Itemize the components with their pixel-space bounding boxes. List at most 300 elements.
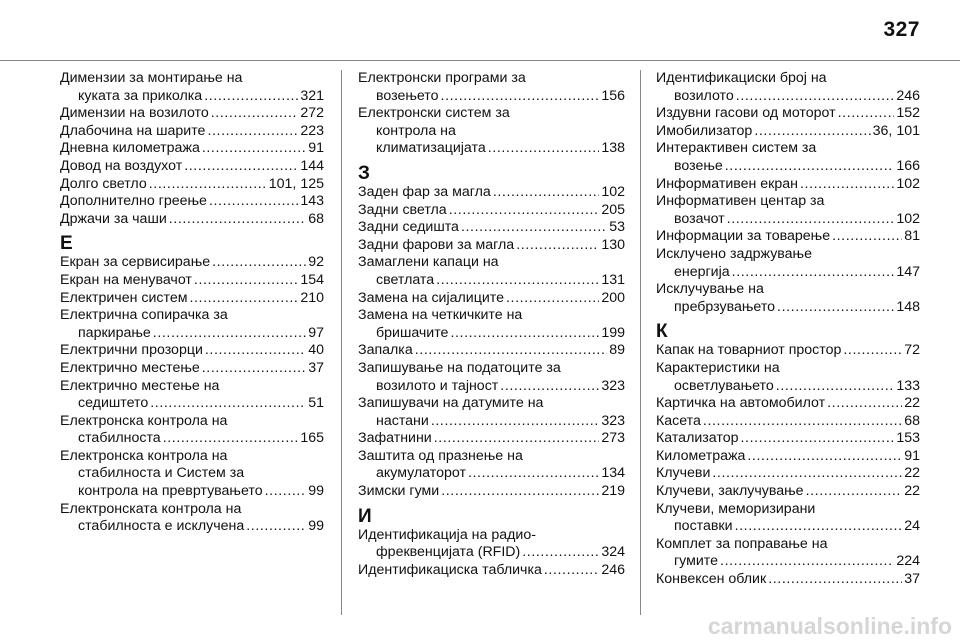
index-entry xyxy=(656,360,920,395)
index-entry xyxy=(60,105,324,123)
index-entry xyxy=(656,448,920,466)
index-entry xyxy=(358,562,625,580)
index-entry-line xyxy=(656,342,920,360)
leader-dots xyxy=(735,518,903,536)
leader-dots xyxy=(436,272,599,290)
page-reference[interactable]: 273 xyxy=(601,430,625,447)
index-entry-line xyxy=(60,254,324,272)
index-term: Идентификација на радио- xyxy=(358,526,536,543)
index-term: Исклучување на xyxy=(656,281,764,298)
index-entry-line xyxy=(60,465,324,483)
index-entry-line xyxy=(656,299,920,317)
index-entry-line xyxy=(358,413,625,431)
index-term: акумулаторот xyxy=(376,465,466,482)
index-entry xyxy=(358,527,625,562)
index-entry xyxy=(656,483,920,501)
index-entry-line xyxy=(60,360,324,378)
leader-dots xyxy=(740,430,894,448)
leader-dots xyxy=(265,483,307,501)
page-reference[interactable]: 246 xyxy=(896,87,920,104)
page-reference[interactable]: 99 xyxy=(308,483,324,500)
index-column-2 xyxy=(358,70,625,615)
index-term: Информативен екран xyxy=(656,175,798,192)
leader-dots xyxy=(838,105,895,123)
leader-dots xyxy=(800,176,894,194)
index-entry xyxy=(60,254,324,272)
leader-dots xyxy=(468,465,599,483)
leader-dots xyxy=(153,325,306,343)
index-term: возилото и тајност xyxy=(376,377,499,394)
index-term: Електронска контрола на xyxy=(60,447,228,464)
index-entry xyxy=(60,342,324,360)
leader-dots xyxy=(703,413,902,431)
index-entry-line xyxy=(358,562,625,580)
index-entry-line xyxy=(60,307,324,325)
page-reference[interactable]: 133 xyxy=(896,377,920,394)
index-entry-line xyxy=(60,105,324,123)
index-term: пребрзувањето xyxy=(674,298,776,315)
index-term: Запалка xyxy=(358,342,413,359)
index-entry xyxy=(656,395,920,413)
index-entry xyxy=(358,290,625,308)
index-entry-line xyxy=(358,544,625,562)
index-entry xyxy=(656,465,920,483)
index-term: Дневна километража xyxy=(60,140,200,157)
page-reference[interactable]: 219 xyxy=(601,483,625,500)
leader-dots xyxy=(488,140,600,158)
index-entry-line xyxy=(358,237,625,255)
page-reference[interactable]: 36, 101 xyxy=(872,122,920,139)
index-term: Клучеви xyxy=(656,465,711,482)
leader-dots xyxy=(189,290,298,308)
index-entry xyxy=(358,219,625,237)
index-entry-line xyxy=(656,553,920,571)
leader-dots xyxy=(506,290,599,308)
index-entry xyxy=(656,501,920,536)
page-reference[interactable]: 24 xyxy=(904,518,920,535)
leader-dots xyxy=(727,211,895,229)
index-entry-line xyxy=(358,378,625,396)
index-entry-line xyxy=(358,290,625,308)
index-entry xyxy=(358,105,625,158)
index-entry-line xyxy=(358,123,625,141)
leader-dots xyxy=(149,176,267,194)
page-reference[interactable]: 99 xyxy=(308,518,324,535)
page-reference[interactable]: 102 xyxy=(896,175,920,192)
leader-dots xyxy=(776,378,895,396)
leader-dots xyxy=(500,378,599,396)
index-entry-line xyxy=(358,140,625,158)
index-entry xyxy=(358,483,625,501)
leader-dots xyxy=(205,342,306,360)
index-entry xyxy=(60,158,324,176)
index-entry-line xyxy=(60,272,324,290)
index-entry xyxy=(656,246,920,281)
page-reference[interactable]: 92 xyxy=(308,254,324,271)
index-term: Идентификациски број на xyxy=(656,70,827,86)
page-reference[interactable]: 323 xyxy=(601,412,625,429)
page-reference[interactable]: 72 xyxy=(904,342,920,359)
leader-dots xyxy=(777,299,894,317)
leader-dots xyxy=(434,430,600,448)
page-reference[interactable]: 224 xyxy=(896,553,920,570)
leader-dots xyxy=(449,202,600,220)
index-term: Довод на воздухот xyxy=(60,157,183,174)
index-entry-line xyxy=(656,413,920,431)
index-entry-line xyxy=(60,176,324,194)
leader-dots xyxy=(544,562,599,580)
column-divider xyxy=(640,70,641,615)
index-entry-line xyxy=(358,527,625,545)
index-term: Електронската контрола на xyxy=(60,500,242,517)
index-term: Комплет за поправање на xyxy=(656,535,828,552)
index-term: Карактеристики на xyxy=(656,359,780,376)
page-reference[interactable]: 200 xyxy=(601,289,625,306)
index-entry xyxy=(656,140,920,175)
index-term: Електрично местење на xyxy=(60,377,220,394)
watermark: carmanualsonline.info xyxy=(707,613,952,639)
index-entry-line xyxy=(656,176,920,194)
index-entry xyxy=(358,307,625,342)
page-reference[interactable]: 223 xyxy=(300,122,324,139)
index-letter-heading: И xyxy=(358,505,372,527)
index-entry-line xyxy=(60,88,324,106)
index-entry-line xyxy=(60,501,324,519)
leader-dots xyxy=(832,228,902,246)
index-term: возењето xyxy=(376,87,439,104)
index-entry xyxy=(60,448,324,501)
index-term: седиштето xyxy=(78,395,149,412)
page-reference[interactable]: 89 xyxy=(609,342,625,359)
page-reference[interactable]: 143 xyxy=(300,193,324,210)
index-entry-line xyxy=(656,378,920,396)
index-entry-line xyxy=(358,272,625,290)
page-reference[interactable]: 272 xyxy=(300,105,324,122)
index-entry xyxy=(656,281,920,316)
index-entry-line xyxy=(60,378,324,396)
index-term: климатизацијата xyxy=(376,140,486,157)
leader-dots xyxy=(843,342,902,360)
page-reference[interactable]: 53 xyxy=(609,219,625,236)
index-entry xyxy=(60,123,324,141)
index-entry-line xyxy=(60,518,324,536)
index-term: Заден фар за магла xyxy=(358,183,491,200)
index-entry-line xyxy=(358,105,625,123)
index-term: Екран на менувачот xyxy=(60,271,192,288)
index-entry-line xyxy=(656,140,920,158)
index-entry-line xyxy=(656,105,920,123)
page-reference[interactable]: 154 xyxy=(300,271,324,288)
page-reference[interactable]: 37 xyxy=(308,359,324,376)
index-term: светлата xyxy=(376,271,435,288)
index-entry xyxy=(60,307,324,342)
index-entry-line xyxy=(358,307,625,325)
page-reference[interactable]: 101, 125 xyxy=(268,175,324,192)
index-term: Картичка на автомобилот xyxy=(656,395,826,412)
page-reference[interactable]: 102 xyxy=(601,183,625,200)
index-term: контрола на превртувањето xyxy=(78,483,263,500)
index-term: Екран за сервисирање xyxy=(60,254,211,271)
index-term: Касета xyxy=(656,412,701,429)
page-reference[interactable]: 166 xyxy=(896,157,920,174)
index-term: стабилноста и Систем за xyxy=(78,465,245,482)
index-entry-line xyxy=(656,193,920,211)
index-entry-line xyxy=(358,202,625,220)
index-entry-line xyxy=(60,342,324,360)
index-entry-line xyxy=(60,395,324,413)
page-reference[interactable]: 91 xyxy=(904,447,920,464)
index-term: Електронски систем за xyxy=(358,105,510,122)
leader-dots xyxy=(194,272,298,290)
page-reference[interactable]: 68 xyxy=(904,412,920,429)
index-entry xyxy=(60,211,324,229)
index-entry-line xyxy=(60,290,324,308)
page-reference[interactable]: 246 xyxy=(601,561,625,578)
index-entry xyxy=(358,360,625,395)
leader-dots xyxy=(754,123,870,141)
index-term: Задни светла xyxy=(358,201,447,218)
index-entry-line xyxy=(656,264,920,282)
index-term: Длабочина на шарите xyxy=(60,122,206,139)
page-reference[interactable]: 81 xyxy=(904,228,920,245)
index-term: настани xyxy=(376,412,429,429)
index-entry-line xyxy=(60,483,324,501)
index-term: гумите xyxy=(674,553,719,570)
index-entry-line xyxy=(358,465,625,483)
index-term: возачот xyxy=(674,210,725,227)
index-letter-heading: Е xyxy=(60,233,73,255)
index-term: паркирање xyxy=(78,324,151,341)
leader-dots xyxy=(747,448,902,466)
index-entry xyxy=(358,395,625,430)
index-term: Димензии за монтирање на xyxy=(60,70,243,86)
index-entry xyxy=(358,430,625,448)
leader-dots xyxy=(211,105,299,123)
index-entry-line xyxy=(358,342,625,360)
leader-dots xyxy=(202,360,306,378)
index-entry xyxy=(656,430,920,448)
page-reference[interactable]: 152 xyxy=(896,105,920,122)
page-reference[interactable]: 323 xyxy=(601,377,625,394)
index-term: Информации за товарење xyxy=(656,228,831,245)
page-reference[interactable]: 91 xyxy=(308,140,324,157)
index-term: осветлувањето xyxy=(674,377,774,394)
index-entry xyxy=(656,105,920,123)
index-term: Димензии на возилото xyxy=(60,105,209,122)
index-term: Интерактивен систем за xyxy=(656,140,817,157)
index-entry-line xyxy=(656,88,920,106)
leader-dots xyxy=(732,264,895,282)
leader-dots xyxy=(736,88,895,106)
leader-dots xyxy=(450,325,599,343)
index-term: куката за приколка xyxy=(78,87,203,104)
index-entry-line xyxy=(358,70,625,88)
leader-dots xyxy=(516,237,599,255)
index-entry-line xyxy=(358,254,625,272)
index-entry xyxy=(656,193,920,228)
leader-dots xyxy=(768,571,902,589)
index-term: бришачите xyxy=(376,324,449,341)
index-entry xyxy=(656,123,920,141)
index-entry-line xyxy=(656,430,920,448)
index-entry-line xyxy=(656,158,920,176)
index-term: контрола на xyxy=(376,122,456,139)
page-reference[interactable]: 37 xyxy=(904,571,920,588)
index-term: Замена на сијалиците xyxy=(358,289,504,306)
index-entry xyxy=(656,228,920,246)
page-reference[interactable]: 22 xyxy=(904,395,920,412)
page-reference[interactable]: 210 xyxy=(300,289,324,306)
index-entry-line xyxy=(60,123,324,141)
index-entry-line xyxy=(656,360,920,378)
index-entry xyxy=(358,184,625,202)
index-entry xyxy=(60,378,324,413)
index-term: Електрично местење xyxy=(60,359,200,376)
page-reference[interactable]: 144 xyxy=(300,157,324,174)
index-entry xyxy=(60,290,324,308)
page-reference[interactable]: 324 xyxy=(601,544,625,561)
index-entry xyxy=(656,571,920,589)
index-term: Електронска контрола на xyxy=(60,412,228,429)
index-term: Електрична сопирачка за xyxy=(60,307,228,324)
index-term: енергија xyxy=(674,263,730,280)
index-entry-line xyxy=(358,88,625,106)
leader-dots xyxy=(720,553,894,571)
index-entry-line xyxy=(60,193,324,211)
index-entry xyxy=(358,237,625,255)
page-reference[interactable]: 131 xyxy=(601,271,625,288)
index-term: Замаглени капаци на xyxy=(358,254,499,271)
leader-dots xyxy=(827,395,902,413)
leader-dots xyxy=(493,184,600,202)
index-term: Држачи за чаши xyxy=(60,210,167,227)
page-reference[interactable]: 40 xyxy=(308,342,324,359)
page-reference[interactable]: 199 xyxy=(601,324,625,341)
index-column-3 xyxy=(656,70,920,615)
leader-dots xyxy=(209,193,298,211)
index-entry xyxy=(60,70,324,105)
index-entry-line xyxy=(358,483,625,501)
page-reference[interactable]: 102 xyxy=(896,210,920,227)
page-reference[interactable]: 51 xyxy=(308,395,324,412)
leader-dots xyxy=(246,518,306,536)
page-reference[interactable]: 156 xyxy=(601,87,625,104)
page-reference[interactable]: 130 xyxy=(601,236,625,253)
leader-dots xyxy=(806,483,903,501)
page-reference[interactable]: 138 xyxy=(601,140,625,157)
index-entry xyxy=(656,342,920,360)
leader-dots xyxy=(441,88,600,106)
page-reference[interactable]: 97 xyxy=(308,324,324,341)
index-entry-line xyxy=(60,140,324,158)
index-column-1 xyxy=(60,70,324,615)
index-term: Дополнително греење xyxy=(60,193,207,210)
index-entry-line xyxy=(60,158,324,176)
leader-dots xyxy=(207,123,298,141)
index-term: Запишување на податоците за xyxy=(358,359,561,376)
page-reference[interactable]: 68 xyxy=(308,210,324,227)
page-reference[interactable]: 147 xyxy=(896,263,920,280)
page-reference[interactable]: 22 xyxy=(904,483,920,500)
index-entry xyxy=(656,70,920,105)
leader-dots xyxy=(150,395,306,413)
index-entry xyxy=(60,193,324,211)
page-reference[interactable]: 148 xyxy=(896,298,920,315)
index-entry xyxy=(358,448,625,483)
index-term: Електронски програми за xyxy=(358,70,526,86)
leader-dots xyxy=(441,483,599,501)
leader-dots xyxy=(461,219,607,237)
index-term: Електричен систем xyxy=(60,289,188,306)
index-entry-line xyxy=(656,483,920,501)
page-reference[interactable]: 153 xyxy=(896,430,920,447)
index-entry-line xyxy=(656,211,920,229)
index-entry xyxy=(60,176,324,194)
index-term: Километража xyxy=(656,447,746,464)
index-entry xyxy=(358,254,625,289)
page-reference[interactable]: 321 xyxy=(300,87,324,104)
index-entry xyxy=(60,140,324,158)
index-entry-line xyxy=(656,448,920,466)
index-entry-line xyxy=(358,395,625,413)
index-entry-line xyxy=(656,536,920,554)
index-entry xyxy=(656,176,920,194)
index-term: Капак на товарниот простор xyxy=(656,342,842,359)
index-entry-line xyxy=(656,395,920,413)
leader-dots xyxy=(169,211,306,229)
index-entry-line xyxy=(358,219,625,237)
index-term: Информативен центар за xyxy=(656,193,825,210)
header-rule xyxy=(0,60,960,61)
index-entry xyxy=(656,536,920,571)
index-term: Електрични прозорци xyxy=(60,342,203,359)
index-entry-line xyxy=(358,448,625,466)
index-term: Зафатнини xyxy=(358,430,432,447)
index-entry-line xyxy=(60,448,324,466)
index-term: возилото xyxy=(674,87,734,104)
index-term: Задни фарови за магла xyxy=(358,236,515,253)
index-term: Издувни гасови од моторот xyxy=(656,105,836,122)
index-entry xyxy=(60,272,324,290)
index-entry-line xyxy=(60,70,324,88)
index-term: Имобилизатор xyxy=(656,122,753,139)
page-reference[interactable]: 205 xyxy=(601,201,625,218)
index-entry-line xyxy=(656,123,920,141)
index-entry xyxy=(656,413,920,431)
index-entry-line xyxy=(656,70,920,88)
index-entry-line xyxy=(60,211,324,229)
index-term: Исклучено задржување xyxy=(656,245,812,262)
index-term: стабилноста xyxy=(78,430,161,447)
leader-dots xyxy=(712,465,902,483)
page-reference[interactable]: 134 xyxy=(601,465,625,482)
leader-dots xyxy=(184,158,298,176)
index-entry xyxy=(60,501,324,536)
index-term: Конвексен облик xyxy=(656,571,767,588)
page-reference[interactable]: 165 xyxy=(300,430,324,447)
index-entry-line xyxy=(358,430,625,448)
page-reference[interactable]: 22 xyxy=(904,465,920,482)
index-term: Зимски гуми xyxy=(358,483,440,500)
index-entry-line xyxy=(358,184,625,202)
leader-dots xyxy=(202,140,306,158)
leader-dots xyxy=(522,544,599,562)
leader-dots xyxy=(431,413,600,431)
index-term: возење xyxy=(674,157,723,174)
index-term: Идентификациска табличка xyxy=(358,561,542,578)
column-divider xyxy=(341,70,342,615)
page-number: 327 xyxy=(883,18,920,41)
